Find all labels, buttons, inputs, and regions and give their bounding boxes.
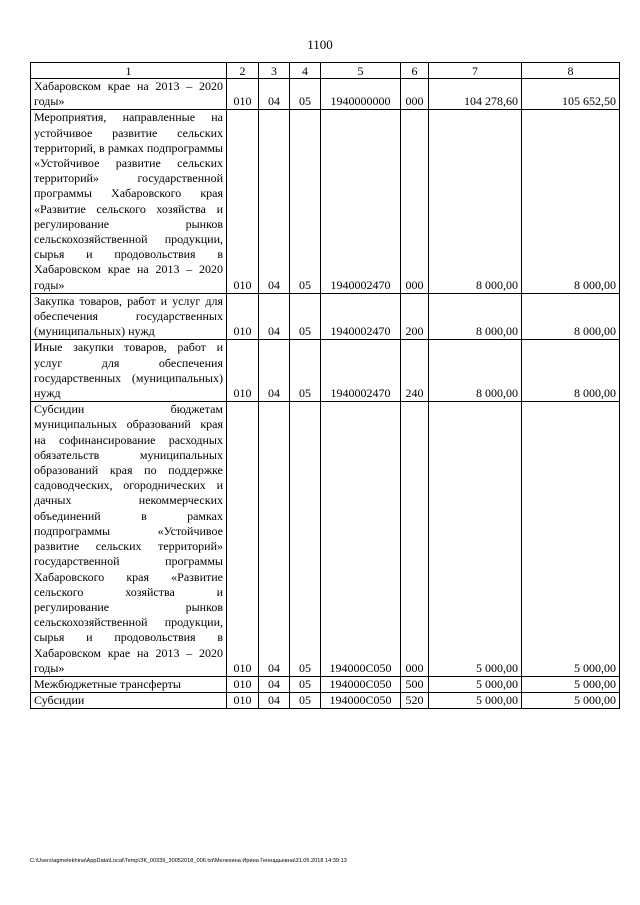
target-article-code: 1940002470	[321, 110, 401, 293]
column-header: 4	[290, 63, 321, 79]
table-row	[31, 402, 620, 677]
amount-col7: 5 000,00	[429, 402, 522, 677]
ministry-code: 010	[227, 293, 259, 340]
column-header: 1	[31, 63, 227, 79]
subsection-code: 05	[290, 110, 321, 293]
table-row	[31, 293, 620, 340]
amount-col8: 5 000,00	[522, 693, 620, 709]
amount-col7: 5 000,00	[429, 693, 522, 709]
ministry-code: 010	[227, 340, 259, 402]
section-code: 04	[259, 110, 290, 293]
row-description: Закупка товаров, работ и услуг для обеспечения государственных (муниципальных) нужд	[31, 293, 227, 340]
column-header: 3	[259, 63, 290, 79]
row-description: Мероприятия, направленные на устойчивое развитие сельских территорий, в рамках подпрограммы «Устойчивое развитие сельских территорий» государственной программы Хабаровского края «Развитие сельского хозяйства и регулирование рынков сельскохозяйственной продукции, сырья и продовольствия в Хабаровском крае на 2013 – 2020 годы»	[31, 110, 227, 293]
document-footer-path: C:\Users\agmelekhina\AppData\Local\Temp\ЗК_00339_30052018_006.txt\Мелехина Ирина Геннадьевна\31.05.2018 14:39:13	[30, 858, 347, 864]
column-header: 6	[401, 63, 429, 79]
column-header: 8	[522, 63, 620, 79]
ministry-code: 010	[227, 110, 259, 293]
amount-col7: 104 278,60	[429, 79, 522, 110]
section-code: 04	[259, 676, 290, 692]
amount-col7: 8 000,00	[429, 340, 522, 402]
section-code: 04	[259, 402, 290, 677]
row-description: Субсидии бюджетам муниципальных образований края на софинансирование расходных обязательств муниципальных образований края по поддержке садоводческих, огороднических и дачных некоммерческих объединений в рамках подпрограммы «Устойчивое развитие сельских территорий» государственной программы Хабаровского края «Развитие сельского хозяйства и регулирование рынков сельскохозяйственной продукции, сырья и продовольствия в Хабаровском крае на 2013 – 2020 годы»	[31, 402, 227, 677]
ministry-code: 010	[227, 402, 259, 677]
row-description: Межбюджетные трансферты	[31, 676, 227, 692]
amount-col7: 8 000,00	[429, 293, 522, 340]
amount-col8: 8 000,00	[522, 110, 620, 293]
target-article-code: 1940002470	[321, 293, 401, 340]
amount-col8: 5 000,00	[522, 402, 620, 677]
amount-col8: 8 000,00	[522, 340, 620, 402]
target-article-code: 194000С050	[321, 693, 401, 709]
subsection-code: 05	[290, 293, 321, 340]
section-code: 04	[259, 340, 290, 402]
section-code: 04	[259, 693, 290, 709]
ministry-code: 010	[227, 693, 259, 709]
table-row	[31, 340, 620, 402]
amount-col7: 8 000,00	[429, 110, 522, 293]
subsection-code: 05	[290, 402, 321, 677]
table-row	[31, 693, 620, 709]
subsection-code: 05	[290, 693, 321, 709]
table-row	[31, 676, 620, 692]
row-description: Иные закупки товаров, работ и услуг для обеспечения государственных (муниципальных) нужд	[31, 340, 227, 402]
amount-col8: 8 000,00	[522, 293, 620, 340]
budget-table	[30, 62, 620, 709]
expense-type-code: 000	[401, 402, 429, 677]
row-description: Субсидии	[31, 693, 227, 709]
table-row	[31, 110, 620, 293]
subsection-code: 05	[290, 340, 321, 402]
column-header: 5	[321, 63, 401, 79]
amount-col7: 5 000,00	[429, 676, 522, 692]
column-header: 7	[429, 63, 522, 79]
expense-type-code: 520	[401, 693, 429, 709]
column-header: 2	[227, 63, 259, 79]
expense-type-code: 200	[401, 293, 429, 340]
target-article-code: 1940000000	[321, 79, 401, 110]
amount-col8: 105 652,50	[522, 79, 620, 110]
row-description: Хабаровском крае на 2013 – 2020 годы»	[31, 79, 227, 110]
section-code: 04	[259, 79, 290, 110]
amount-col8: 5 000,00	[522, 676, 620, 692]
expense-type-code: 000	[401, 79, 429, 110]
ministry-code: 010	[227, 79, 259, 110]
ministry-code: 010	[227, 676, 259, 692]
subsection-code: 05	[290, 676, 321, 692]
page-number: 1100	[307, 37, 333, 52]
target-article-code: 1940002470	[321, 340, 401, 402]
expense-type-code: 240	[401, 340, 429, 402]
expense-type-code: 500	[401, 676, 429, 692]
table-row	[31, 79, 620, 110]
section-code: 04	[259, 293, 290, 340]
target-article-code: 194000С050	[321, 402, 401, 677]
subsection-code: 05	[290, 79, 321, 110]
table-header-row	[31, 63, 620, 79]
expense-type-code: 000	[401, 110, 429, 293]
target-article-code: 194000С050	[321, 676, 401, 692]
